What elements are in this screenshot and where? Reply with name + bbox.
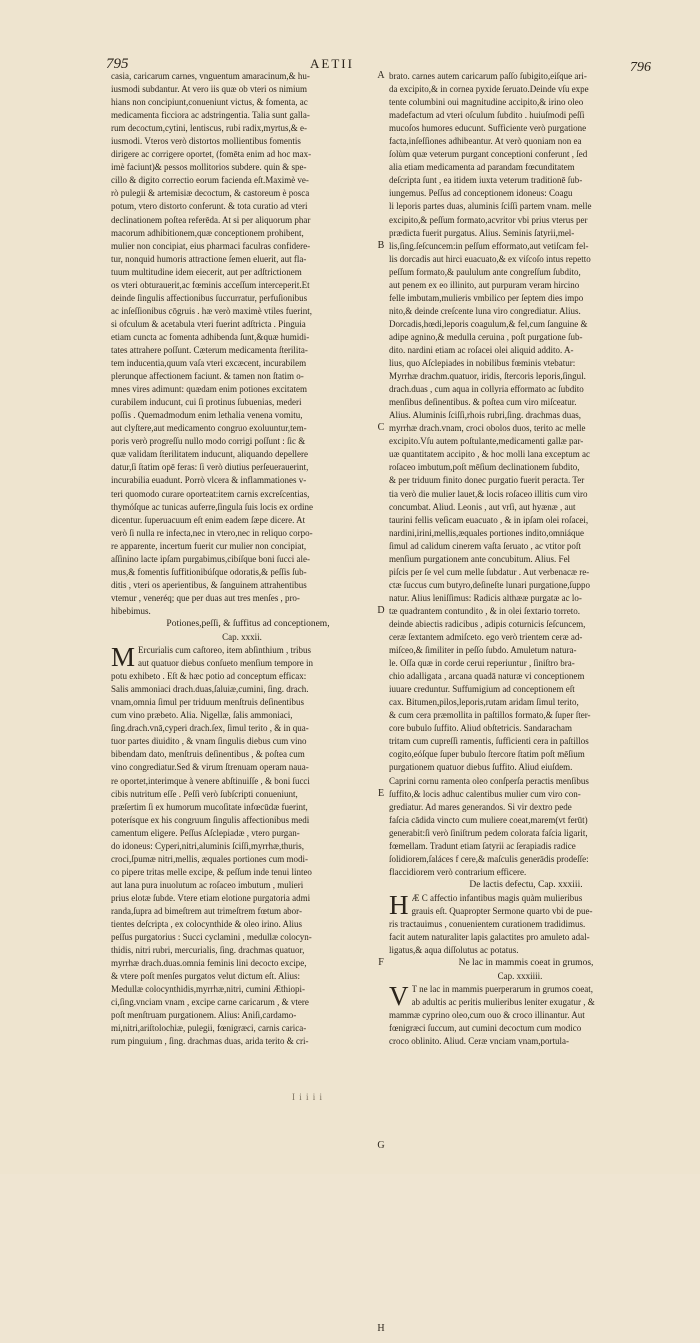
text-line: Alius. Aluminis ſciſſi,rhois rubri,ſing. drachmas duas, [389, 410, 581, 421]
text-line: aut lana pura inuolutum ac roſaceo imbutum , mulieri [111, 879, 304, 890]
text-line: dirigere ac corrigere oportet, (fomēta enim ad hoc max- [111, 149, 312, 160]
text-line: verò ſi nulla re infecta,nec in vtero,nec in reliquo corpo- [111, 527, 313, 538]
text-line: thymóſque ac tunicas auferre,ſingula ſuis locis ex ordine [111, 501, 313, 512]
text-line: adipe agnino,& medulla ceruina , poſt purgatione ſub- [389, 331, 583, 342]
section-letter: G [377, 1140, 385, 1152]
text-line: rum pinguium , ſing. drachmas duas, arida terito & cri- [111, 1036, 309, 1047]
section-letter: E [377, 787, 385, 799]
text-line: potu exhibeto . Eſt & hæc potio ad conceptum efficax: [111, 671, 307, 682]
text-line: macorum adhibitionem,quæ conceptionem prohibent, [111, 227, 304, 238]
text-line: medicamenta ficciora ac adstringentia. Talia sunt galla- [111, 110, 310, 121]
section-letter: B [377, 239, 385, 251]
text-line: Medullæ colocynthidis,myrrhæ,nitri, cumini Æthiopi- [111, 984, 305, 995]
text-line: vtemur , veneréq; que per duas aut tres menſes , pro- [111, 592, 300, 603]
text-line: flaccidiorem verò contrarium efficere. [389, 866, 527, 877]
text-line: tuor partes diuidito , & vnam ſingulis diebus cum vino [111, 736, 307, 747]
text-line: ceræ ſextantem admiſceto. ego verò trientem ceræ ad- [389, 632, 583, 643]
dropcap-block-32 [111, 642, 373, 673]
text-line: excipito,& peſſum formato,acvritor vbi prius vterus per [389, 214, 588, 225]
text-line: lis,ſing.ſeſcuncem:in peſſum efformato,aut vetiſcam fel- [389, 240, 589, 251]
text-line: menſium purgationem ante concubitum. Alius. Fel [389, 553, 571, 564]
text-line: quæ validam ſterilitatem inducunt, aliquando depellere [111, 449, 308, 460]
drop-cap-m: M [111, 642, 136, 673]
text-line: croco oblinito. Aliud. Ceræ vnciam vnam,portula- [389, 1036, 569, 1047]
text-line: iusmodi subdantur. At vero iis quæ ob vteri os nimium [111, 84, 308, 95]
text-line: tem inducentia,quum vaſa vteri excæcent, incurabilem [111, 358, 307, 369]
page-number-left: 795 [106, 56, 129, 72]
text-line: da excipito,& in cornea pyxide ſeruato.Deinde vſu expe [389, 84, 589, 95]
text-line: re apparente, incertum fuerit cur mulier non concipiat, [111, 540, 307, 551]
text-line: ſolidiorem,ſaláces f cere,& maſculis generādis prodeſſe: [389, 853, 589, 864]
text-line: aut quatuor diebus conſueto menſium tempore in [138, 658, 313, 669]
text-line: thidis, nitri rubri, mercurialis, ſing. drachmas quatuor, [111, 945, 305, 956]
section-chapter-34: Cap. xxxiiii. [497, 971, 543, 982]
text-line: cillo & digito correctio eorum facienda eſt.Maximè ve- [111, 175, 309, 186]
text-line: præſertim ſi ex humorum mucoſitate infœcūdæ fuerint, [111, 801, 308, 812]
signature-mark: I i i i i [292, 1092, 323, 1102]
section-letter: A [377, 70, 385, 81]
text-line: tæ quadrantem contundito , & in olei ſextario torreto. [389, 605, 580, 616]
text-line: madefactum ad vteri oſculum ſubdito . huiuſmodi peſſi [389, 110, 585, 121]
text-line: Caprini cornu ramenta oleo conſperſa peractis menſibus [389, 775, 589, 786]
text-line: peſſus purgatorius : Succi cyclamini , medullæ colocyn- [111, 932, 312, 943]
text-line: ctæ ſuccus cum butyro,deſineſte lunari purgatione,ſuppo [389, 579, 591, 590]
text-line: dito. nardini etiam ac roſacei olei aliquid addito. A- [389, 344, 574, 355]
text-line: vnam,omnia ſimul per triduum menſtruis deſinentibus [111, 697, 304, 708]
text-line: poterísque ex his congruum ſingulis affectionibus medi [111, 814, 310, 825]
text-line: le. Oſſa quæ in corde cerui reperiuntur , ſiniſtro bra- [389, 658, 575, 669]
text-line: bibendam dato, menſtruis deſinentibus , & poſtea cum [111, 749, 305, 760]
text-line: etiam cuncta ac fomenta adhibenda ſunt,&quæ humidi- [111, 331, 310, 342]
right-dropcap-lines-34 [389, 981, 651, 1012]
section-chapter-32: Cap. xxxii. [222, 632, 262, 643]
drop-cap-v: V [389, 981, 409, 1012]
drop-cap-h: H [389, 889, 409, 920]
text-line: mus,& fomentis ſuffitionibúſque odoratis,& peſſis ſub- [111, 566, 307, 577]
section-letter: C [377, 422, 385, 434]
text-line: & cum cera præmollita in paſtillos formato,& ſuper ſter- [389, 710, 591, 721]
text-line: uæ quantitatem accipito , & hoc molli lana exceptum ac [389, 449, 590, 460]
section-title-32: Potiones,peſſi, & ſuffitus ad conceptionem, [166, 618, 330, 629]
text-line: mi,nitri,ariſtolochiæ, pulegii, fœnigræci, carnis carica- [111, 1023, 307, 1034]
text-line: drach.duas , cum aqua in collyria efformato ac ſubdito [389, 384, 584, 395]
text-line: iungemus. Peſſus ad conceptionem idoneus: Coagu [389, 188, 573, 199]
page-number-right: 796 [630, 60, 651, 75]
right-paragraph-2 [389, 918, 651, 957]
text-line: tuum multitudine idem eiecerit, aut per adſtrictionem [111, 266, 302, 277]
text-line: ligatus,& aqua diſſolutus ac potatus. [389, 945, 519, 956]
text-line: iusmodi. Vteros verò distortos mollientibus fomentis [111, 136, 301, 147]
right-column [389, 70, 651, 1049]
text-line: ci,ſing.vnciam vnam , excipe carne caricarum , & vtere [111, 997, 309, 1008]
text-line: mulier non concipiat, eius pharmaci faculras confidere- [111, 240, 311, 251]
text-line: Ercurialis cum caſtoreo, item abſinthium , tribus [138, 645, 311, 656]
text-line: do idoneus: Cyperi,nitri,aluminis ſciſſi,myrrhæ,thuris, [111, 840, 304, 851]
text-line: iuuare creduntur. Suffumigium ad conceptionem eſt [389, 684, 575, 695]
text-line: nardini,irini,mellis,æquales portiones indito,omniáque [389, 527, 584, 538]
text-line: randa,ſupra ad bimeſtrem aut trimeſtrem fœtum abor- [111, 906, 302, 916]
right-paragraph-1 [389, 70, 651, 879]
text-line: plerunque affectionem faciunt. & tamen non ſtatim o- [111, 371, 304, 382]
text-line: deſcripta ſunt , ea itidem iuxta veterum traditionē ſub- [389, 175, 583, 186]
right-dropcap-lines-33 [389, 889, 651, 920]
section-letter: F [378, 957, 384, 969]
text-line: lius, quo Aſclepiades in nobilibus fœminis vtebatur: [389, 358, 576, 369]
text-line: prius elotæ ſubde. Vtere etiam elotione purgatoria admi [111, 892, 311, 903]
section-title-34: Ne lac in mammis coeat in grumos, [458, 958, 594, 969]
text-line: peſſum formato,& paululum ante congreſſum ſubdito, [389, 266, 581, 277]
text-line: mucoſos humores educunt. Sufficiente verò purgatione [389, 123, 587, 134]
text-line: generabit:ſi verò ſiniſtrum pedem colorata faſcia ligarit, [389, 827, 588, 838]
text-line: curabilem inducunt, cui ſi protinus ſubuenias, mederi [111, 397, 302, 408]
text-line: Myrrhæ drachm.quatuor, iridis, ſtercoris leporis,ſingul. [389, 371, 586, 382]
text-line: poris verò progreſſu nullo modo corrigi poſſunt : ſic & [111, 436, 306, 447]
text-line: declinationem poſtea referēda. At si per aliquorum phar [111, 214, 311, 225]
text-line: poſſis . Quemadmodum enim lethalia venena vomitu, [111, 410, 303, 421]
text-line: rò pulegii & artemisiæ decoctum, & castoreum è posca [111, 188, 310, 199]
text-line: li leporis partes duas, aluminis ſciſſi partem vnam. melle [389, 201, 592, 212]
text-line: tur, nonquid humoris attractione ſemen eluerit, aut fla- [111, 253, 307, 264]
text-line: miſceo,& ſimiliter in peſſo ſubdo. Amuletum natura- [389, 645, 577, 656]
text-line: dicentur. ſuperuacuum eſt enim eadem ſæpe dicere. At [111, 514, 306, 525]
text-line: si ofculum & acetabula vteri fuerint adſtricta . Pinguia [111, 318, 306, 329]
text-line: cum vino præbeto. Alia. Nigellæ, ſalis ammoniaci, [111, 710, 293, 721]
text-line: cibis nutritum eſſe . Peſſi verò ſubſcripti conueniunt, [111, 788, 298, 799]
section-title-33: De lactis defectu, Cap. xxxiii. [469, 879, 583, 890]
text-line: mammæ cyprino oleo,cum ouo & croco illinantur. Aut [389, 1010, 585, 1021]
text-line: faſcia cādida vincto cum muliere coeat,marem(vt ferūt) [389, 814, 588, 825]
running-title: AETII [310, 56, 354, 71]
text-line: natur. Alius leniſſimus: Radicis althææ purgatæ ac lo- [389, 592, 582, 603]
text-line: poſt menſtruam purgationem. Alius: Aniſi,cardamo- [111, 1010, 297, 1021]
text-line: camentum eligere. Peſſus Aſclepiadæ , vtero purgan- [111, 827, 300, 838]
text-line: piſcis per ſe vel cum melle ſubdatur . Aut verbenacæ re- [389, 566, 590, 577]
text-line: casia, caricarum carnes, vnguentum amaracinum,& hu- [111, 71, 310, 81]
text-line: ſuffito,& locis adhuc calentibus mulier cum viro con- [389, 788, 581, 799]
text-line: cogito,eóſque ſuper bubulo ſtercore ſtatim poſt mēſium [389, 749, 585, 760]
text-line: hians non concipiunt,conueniunt victus, & fomenta, ac [111, 97, 308, 108]
text-line: teri quomodo curare oporteat:item carnis excreſcentias, [111, 488, 310, 499]
text-line: potum, vtero distorto conferunt. & tota curatio ad vteri [111, 201, 308, 212]
text-line: cax. Bitumen,pilos,leporis,rutam aridam ſimul terito, [389, 697, 579, 708]
section-letter: D [377, 605, 385, 617]
text-line: taurini fellis veſicam euacuato , & in ipſam olei roſacei, [389, 514, 589, 525]
text-line: co pipere tritas melle excipe, & peſſum inde tenui linteo [111, 866, 312, 877]
text-line: concumbat. Aliud. Leonis , aut vrſi, aut hyænæ , aut [389, 501, 576, 512]
text-line: tente columbini oui magnitudine accipito,& irino oleo [389, 97, 584, 108]
text-line: ſimul ad calidum cinerem vaſta ſeruato , ac vtitor poſt [389, 540, 581, 551]
text-line: aut clyſtere,aut medicamento congruo exoluuntur,tem- [111, 423, 307, 434]
text-line: T ne lac in mammis puerperarum in grumos coeat, [411, 984, 594, 995]
text-line: fœnigræci ſuccum, aut cumini decoctum cum modico [389, 1023, 582, 1034]
text-line: roſaceo imbutum,poſt mēſium declinationem ſubdito, [389, 462, 580, 473]
text-line: & per triduum finito donec purgatio fuerit peracta. Ter [389, 475, 585, 486]
text-line: aſſinino lacte ipſam purgabimus,cibíſque boni ſucci ale- [111, 553, 311, 564]
text-line: deinde ſingulis affectionibus ſuccurratur, perfuſionibus [111, 292, 308, 303]
text-line: purgationem quatuor diebus ſuffito. Aliud eiuſdem. [389, 762, 573, 773]
text-line: chio adalligata , arcana quadā naturæ vi conceptionem [389, 671, 585, 682]
text-line: vino congrediatur.Sed & virum ſtrenuam operam naua- [111, 762, 309, 773]
text-line: aut penem ex eo illinito, aut purpuram veram hircino [389, 279, 580, 290]
text-line: nito,& deinde creſcente luna viro congrediatur. Alius. [389, 305, 581, 316]
text-line: brato. carnes autem caricarum paſſo ſubigito,eiſque ari- [389, 71, 587, 81]
text-line: mnes vires adimunt: quædam enim potiones excitatem [111, 384, 307, 395]
text-line: grauis eſt. Quapropter Sermone quarto vbi de pue- [411, 906, 593, 916]
text-line: tientes deſcripta , ex colocynthide & oleo irino. Alius [111, 919, 302, 930]
text-line: myrrhæ drach.vnam, croci obolos duos, terito ac melle [389, 423, 586, 434]
text-line: croci,ſpumæ nitri,mellis, æquales portiones cum modi- [111, 853, 308, 864]
left-paragraph-1 [111, 70, 373, 618]
text-line: alia etiam medicamenta ad parandam fœcunditatem [389, 162, 575, 173]
dropcap-block-33 [389, 889, 651, 920]
text-line: ab adultis ac peritis mulieribus leniter exugatur , & [411, 997, 595, 1008]
text-line: deinde abiectis radicibus , adipis coturnicis ſeſcuncem, [389, 618, 586, 629]
dropcap-block-34 [389, 981, 651, 1012]
text-line: tia verò die mulier lauet,& locis roſaceo illitis cum viro [389, 488, 588, 499]
text-line: datur,ſi ſtatim opē feras: ſi verò diutius perſeuerauerint, [111, 462, 309, 473]
text-line: grediatur. Ad mares generandos. Si vir dextro pede [389, 801, 572, 812]
section-letter: H [377, 1322, 385, 1334]
text-line: fœmellam. Tradunt etiam ſatyrii ac ſerapiadis radice [389, 840, 576, 851]
left-paragraph-2 [111, 670, 373, 1048]
text-line: myrrhæ drach.duas.omnia feminis lini decocto excipe, [111, 958, 307, 969]
text-line: Dorcadis,hœdi,leporis coagulum,& fel,cum ſanguine & [389, 318, 588, 329]
text-line: lis dorcadis aut hirci euacuato,& ex viſcoſo intus repetto [389, 253, 591, 264]
text-line: hibebimus. [111, 605, 151, 616]
text-line: & vtere poſt menſes purgatos velut dictum eſt. Alius: [111, 971, 301, 982]
text-line: Æ C affectio infantibus magis quàm mulieribus [411, 892, 583, 903]
text-line: ac inſeſſionibus cōgruis . hæ verò maximè vtiles fuerint, [111, 305, 312, 316]
text-line: core bubulo ſuffito. Aliud obſtetricis. Sandaracham [389, 723, 573, 734]
text-line: os vteri obturauerit,ac fœminis acceſſum interceperit.Et [111, 279, 310, 290]
text-line: ſolùm quæ veterum purgant conceptioni conferunt , ſed [389, 149, 588, 160]
text-line: facta,inſeſſiones adhibeantur. At verò quoniam non ea [389, 136, 582, 147]
text-line: felle imbutam,mulieris vmbilico per ſeptem dies impo [389, 292, 584, 303]
text-line: menſibus deſinentibus. & poſtea cum viro miſceatur. [389, 397, 577, 408]
text-line: Salis ammoniaci drach.duas,ſaluiæ,cumini, ſing. drach. [111, 684, 309, 695]
text-line: facit autem naturaliter lapis galactites pro amuleto adal- [389, 932, 590, 943]
text-line: ditis , vteri os aperientibus, & ſanguinem attrahentibus [111, 579, 307, 590]
text-line: rum decoctum,cytini, lentiscus, rubi radix,myrtus,& e- [111, 123, 307, 134]
text-line: re oportet,interimque à venere abſtinuiſſe , & boni ſucci [111, 775, 310, 786]
section-letter-gutter [374, 70, 388, 1343]
text-line: tates attrahere poſſunt. Cæterum medicamenta ſterilita- [111, 344, 308, 355]
text-line: imè faciunt)& pessos mollitorios subdere. quin & spe- [111, 162, 307, 173]
left-column [111, 70, 373, 1049]
right-paragraph-3 [389, 1009, 651, 1048]
text-line: ſing.drach.vnā,cyperi drach.ſex, ſimul terito , & in qua- [111, 723, 309, 734]
text-line: ris tractauimus , conuenientem curationem tradidimus. [389, 919, 586, 930]
text-line: prædicta fuerit purgatus. Alius. Seminis ſatyrii,mel- [389, 227, 575, 238]
left-dropcap-lines [111, 642, 373, 673]
text-line: tritam cum cupreſſi ramentis, ſufficienti cera in paſtillos [389, 736, 589, 747]
text-line: incurabilia euadunt. Porrò vlcera & inflammationes v- [111, 475, 307, 486]
text-line: excipito.Vſu autem poſtulante,medicamenti gallæ par- [389, 436, 584, 447]
